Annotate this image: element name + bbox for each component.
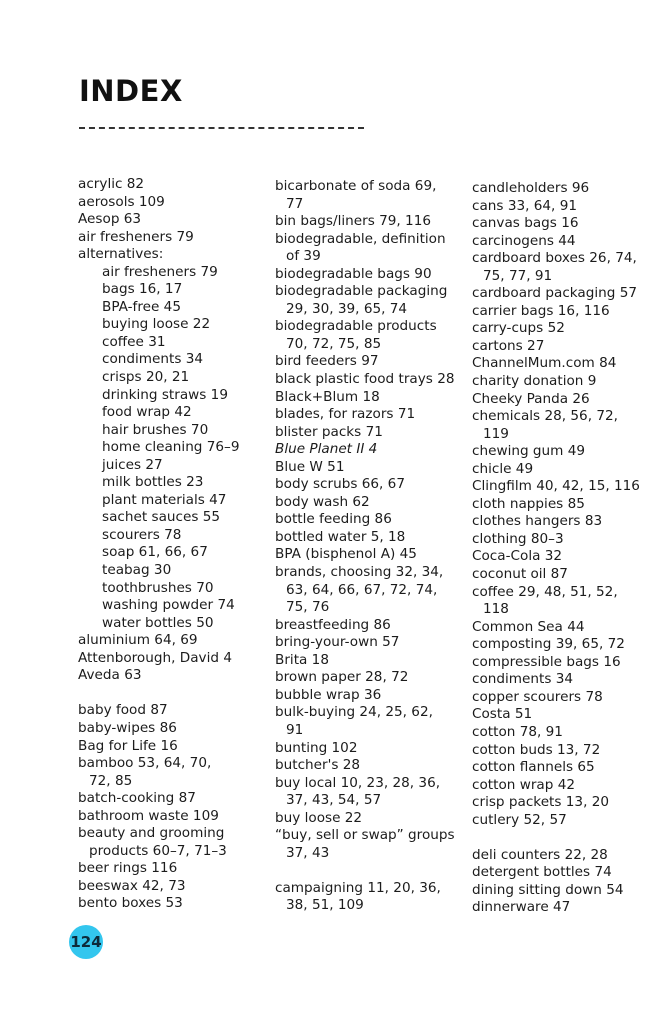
index-subentry: drinking straws 19 [102, 386, 228, 403]
index-entry: buy loose 22 [275, 809, 363, 826]
index-entry: cotton 78, 91 [472, 723, 563, 740]
index-entry: biodegradable products [275, 318, 437, 335]
index-entry: cardboard packaging 57 [472, 285, 638, 302]
index-entry: Costa 51 [472, 706, 533, 723]
index-entry: blades, for razors 71 [275, 406, 416, 423]
index-entry: bottle feeding 86 [275, 511, 392, 528]
title-divider [79, 127, 364, 129]
index-entry: acrylic 82 [78, 176, 145, 192]
index-entry: campaigning 11, 20, 36, [275, 879, 441, 896]
index-entry: Cheeky Panda 26 [472, 390, 590, 407]
index-entry: Blue W 51 [275, 458, 345, 475]
index-entry: baby food 87 [78, 702, 168, 719]
index-entry: beeswax 42, 73 [78, 877, 186, 894]
index-column-2 [275, 178, 460, 915]
index-entry: carrier bags 16, 116 [472, 302, 610, 319]
index-entry: dining sitting down 54 [472, 881, 624, 898]
index-entry: butcher's 28 [275, 757, 361, 774]
index-subentry: air fresheners 79 [102, 263, 218, 280]
index-entry: bin bags/liners 79, 116 [275, 213, 432, 230]
index-subentry: bags 16, 17 [102, 281, 183, 298]
index-entry: dinnerware 47 [472, 899, 571, 916]
index-entry-continuation: 37, 43, 54, 57 [286, 792, 382, 809]
index-entry: aluminium 64, 69 [78, 632, 198, 649]
index-entry: bamboo 53, 64, 70, [78, 755, 212, 772]
index-subentry: toothbrushes 70 [102, 579, 214, 596]
index-entry: “buy, sell or swap” groups [275, 827, 455, 844]
index-subentry: crisps 20, 21 [102, 369, 190, 386]
index-entry-continuation: 37, 43 [286, 844, 330, 861]
index-entry: charity donation 9 [472, 373, 597, 390]
index-entry: bunting 102 [275, 739, 358, 756]
index-entry-continuation: 91 [286, 721, 304, 738]
index-entry: bulk-buying 24, 25, 62, [275, 704, 433, 721]
index-entry-continuation: 70, 72, 75, 85 [286, 335, 382, 352]
index-entry-continuation: 77 [286, 195, 304, 212]
index-entry: chicle 49 [472, 460, 534, 477]
index-entry: cardboard boxes 26, 74, [472, 250, 637, 267]
index-entry: crisp packets 13, 20 [472, 794, 610, 811]
index-entry: composting 39, 65, 72 [472, 636, 625, 653]
index-entry: bird feeders 97 [275, 353, 379, 370]
index-entry-continuation: 75, 76 [286, 599, 330, 616]
index-entry: coffee 29, 48, 51, 52, [472, 583, 618, 600]
index-entry-continuation: of 39 [286, 248, 321, 265]
index-entry: candleholders 96 [472, 180, 590, 196]
index-entry: bottled water 5, 18 [275, 528, 406, 545]
index-subentry: coffee 31 [102, 333, 166, 350]
index-entry: bathroom waste 109 [78, 807, 219, 824]
index-entry: cans 33, 64, 91 [472, 197, 577, 214]
index-entry: clothes hangers 83 [472, 513, 603, 530]
index-subentry: condiments 34 [102, 351, 204, 368]
index-entry-continuation: 119 [483, 425, 509, 442]
index-entry: biodegradable bags 90 [275, 265, 432, 282]
index-subentry: food wrap 42 [102, 404, 192, 421]
index-subentry: milk bottles 23 [102, 474, 204, 491]
index-subentry: buying loose 22 [102, 316, 211, 333]
index-entry: detergent bottles 74 [472, 864, 612, 881]
index-entry: condiments 34 [472, 671, 574, 688]
index-subentry: hair brushes 70 [102, 421, 209, 438]
index-subentry: sachet sauces 55 [102, 509, 221, 526]
index-subentry: water bottles 50 [102, 614, 214, 631]
index-subentry: soap 61, 66, 67 [102, 544, 208, 561]
index-entry: black plastic food trays 28 [275, 371, 455, 388]
index-entry: Attenborough, David 4 [78, 649, 232, 666]
index-entry: cloth nappies 85 [472, 495, 585, 512]
index-entry: clothing 80–3 [472, 530, 564, 547]
index-entry: deli counters 22, 28 [472, 846, 608, 863]
index-entry: brands, choosing 32, 34, [275, 564, 444, 581]
page-number-badge: 124 [69, 925, 103, 959]
index-entry: beauty and grooming [78, 825, 225, 842]
index-entry-continuation: 75, 77, 91 [483, 267, 553, 284]
index-entry: baby-wipes 86 [78, 719, 177, 736]
index-entry: chemicals 28, 56, 72, [472, 408, 618, 425]
index-entry: Coca-Cola 32 [472, 548, 563, 565]
index-entry: canvas bags 16 [472, 215, 579, 232]
index-subentry: plant materials 47 [102, 491, 227, 508]
index-entry: chewing gum 49 [472, 443, 586, 460]
index-entry: bubble wrap 36 [275, 686, 382, 703]
index-entry: Aveda 63 [78, 667, 142, 684]
index-entry: BPA (bisphenol A) 45 [275, 546, 417, 563]
index-entry: Clingfilm 40, 42, 15, 116 [472, 478, 640, 495]
index-entry: ChannelMum.com 84 [472, 355, 617, 372]
index-entry: brown paper 28, 72 [275, 669, 409, 686]
index-entry: batch-cooking 87 [78, 790, 196, 807]
index-entry: blister packs 71 [275, 423, 383, 440]
index-entry-continuation: 118 [483, 601, 509, 618]
index-entry: cotton wrap 42 [472, 776, 575, 793]
index-entry: coconut oil 87 [472, 566, 568, 583]
index-entry: cotton flannels 65 [472, 759, 595, 776]
index-entry: compressible bags 16 [472, 653, 621, 670]
index-entry: biodegradable packaging [275, 283, 448, 300]
index-column-1 [78, 176, 263, 913]
index-entry: Blue Planet II 4 [275, 441, 378, 458]
index-entry: Bag for Life 16 [78, 737, 178, 754]
index-section-gap [275, 862, 460, 880]
index-entry: buy local 10, 23, 28, 36, [275, 774, 441, 791]
index-entry-continuation: 38, 51, 109 [286, 897, 364, 914]
index-entry: body wash 62 [275, 493, 370, 510]
index-subentry: BPA-free 45 [102, 298, 181, 315]
index-entry: air fresheners 79 [78, 228, 194, 245]
index-entry: Brita 18 [275, 651, 329, 668]
index-entry: Black+Blum 18 [275, 388, 380, 405]
index-entry: breastfeeding 86 [275, 616, 391, 633]
index-entry: bento boxes 53 [78, 895, 183, 912]
index-entry: cartons 27 [472, 337, 545, 354]
index-entry: bicarbonate of soda 69, [275, 178, 437, 194]
index-entry-continuation: products 60–7, 71–3 [89, 842, 227, 859]
index-entry: Aesop 63 [78, 211, 142, 228]
page-title: INDEX [79, 74, 183, 108]
index-column-3 [472, 180, 652, 917]
index-subentry: teabag 30 [102, 562, 172, 579]
index-entry: cutlery 52, 57 [472, 811, 567, 828]
index-entry: alternatives: [78, 246, 164, 263]
index-entry: cotton buds 13, 72 [472, 741, 601, 758]
index-section-gap [78, 685, 263, 703]
index-subentry: juices 27 [102, 456, 163, 473]
index-entry: biodegradable, definition [275, 230, 446, 247]
index-entry: bring-your-own 57 [275, 634, 400, 651]
index-entry: carry-cups 52 [472, 320, 565, 337]
index-entry-continuation: 29, 30, 39, 65, 74 [286, 300, 408, 317]
index-entry: beer rings 116 [78, 860, 178, 877]
index-subentry: scourers 78 [102, 526, 182, 543]
index-entry-continuation: 72, 85 [89, 772, 133, 789]
index-entry: carcinogens 44 [472, 232, 576, 249]
index-entry: copper scourers 78 [472, 688, 603, 705]
index-subentry: washing powder 74 [102, 597, 235, 614]
index-section-gap [472, 829, 652, 847]
index-entry: body scrubs 66, 67 [275, 476, 405, 493]
index-entry: Common Sea 44 [472, 618, 585, 635]
index-entry: aerosols 109 [78, 193, 165, 210]
index-subentry: home cleaning 76–9 [102, 439, 240, 456]
index-entry-continuation: 63, 64, 66, 67, 72, 74, [286, 581, 438, 598]
